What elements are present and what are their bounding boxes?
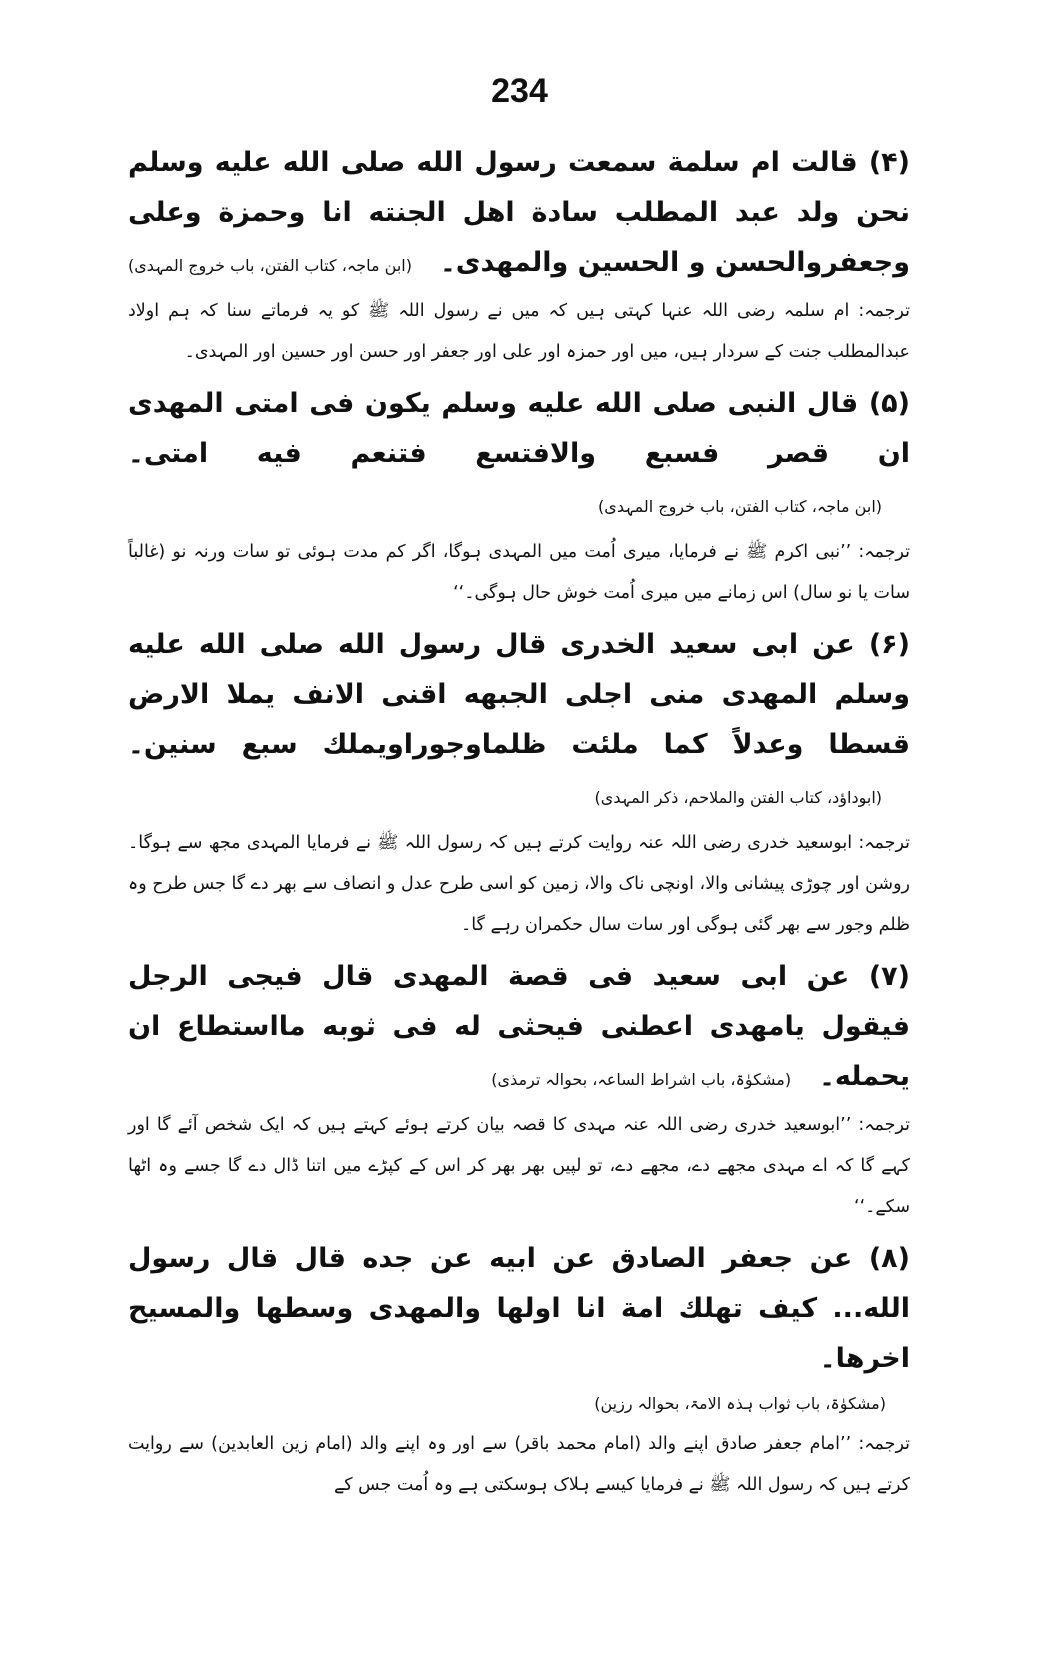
arabic-text-body: (۷) عن ابی سعید فی قصة المهدی قال فیجی الرجل فیقول یامهدی اعطنی فیحثی له فی ثوبه مااستطاع ان یحمله۔ [128,961,910,1092]
reference-citation: (مشکوٰۃ، باب اشراط الساعہ، بحوالہ ترمذی) [491,1070,792,1089]
arabic-text [128,379,910,532]
urdu-translation: ترجمہ: ام سلمہ رضی اللہ عنہا کہتی ہیں کہ میں نے رسول اللہ ﷺ کو یہ فرماتے سنا کہ ہم اولاد عبدالمطلب جنت کے سردار ہیں، میں اور حمزہ اور علی اور جعفر اور حسن اور حسین اور المہدی۔ [128,301,910,362]
hadith-entry-5 [128,379,910,614]
urdu-translation: ترجمہ: ’’نبی اکرم ﷺ نے فرمایا، میری اُمت میں المہدی ہوگا، اگر کم مدت ہوئی تو سات ورنہ نو (غالباً سات یا نو سال) اس زمانے میں میری اُمت خوش حال ہوگی۔‘‘ [128,542,910,603]
urdu-translation: ترجمہ: ابوسعید خدری رضی اللہ عنہ روایت کرتے ہیں کہ رسول اللہ ﷺ نے فرمایا المہدی مجھ سے ہوگا۔ روشن اور چوڑی پیشانی والا، اونچی ناک والا، زمین کو اسی طرح عدل و انصاف سے بھر دے گا جس طرح وہ ظلم وجور سے بھر گئی ہوگی اور سات سال حکمران رہے گا۔ [128,833,910,935]
page-content [128,138,910,1512]
reference-citation: (ابن ماجہ، کتاب الفتن، باب خروج المہدی) [128,256,412,275]
arabic-text [128,138,910,291]
arabic-text [128,620,910,823]
reference-citation: (مشکوٰۃ، باب ثواب ہذہ الامۃ، بحوالہ رزین) [594,1394,886,1413]
arabic-text-body: (۴) قالت ام سلمة سمعت رسول الله صلی الله علیه وسلم نحن ولد عبد المطلب سادة اهل الجنته انا وحمزة وعلی وجعفروالحسن و الحسین والمهدی۔ [128,147,910,278]
urdu-translation: ترجمہ: ’’ابوسعید خدری رضی اللہ عنہ مہدی کا قصہ بیان کرتے ہوئے کہتے ہیں کہ ایک شخص آئے گا اور کہے گا کہ اے مہدی مجھے دے، مجھے دے، تو لپیں بھر بھر کر اس کے کپڑے میں اتنا ڈال دے گا جسے وہ اٹھا سکے۔‘‘ [128,1115,910,1217]
hadith-entry-6 [128,620,910,946]
reference-citation: (ابوداؤد، کتاب الفتن والملاحم، ذکر المہدی) [594,788,882,807]
arabic-text [128,952,910,1105]
hadith-entry-7 [128,952,910,1228]
arabic-text-body: (۶) عن ابی سعید الخدری قال رسول الله صلی الله علیه وسلم المهدی منی اجلی الجبهه اقنی الانف یملا الارض قسطا وعدلاً کما ملئت ظلماوجوراویملك سبع سنین۔ [128,629,910,760]
urdu-translation: ترجمہ: ’’امام جعفر صادق اپنے والد (امام محمد باقر) سے اور وہ اپنے والد (امام زین العابدین) سے روایت کرتے ہیں کہ رسول اللہ ﷺ نے فرمایا کیسے ہلاک ہوسکتی ہے وہ اُمت جس کے [128,1434,910,1495]
arabic-text: (۸) عن جعفر الصادق عن ابیه عن جده قال قال رسول الله... کیف تهلك امة انا اولها والمهدی وسطها والمسیح اخرها۔ [128,1243,910,1374]
hadith-entry-4 [128,138,910,373]
arabic-text-body: (۵) قال النبی صلی الله علیه وسلم یکون فی امتی المهدی ان قصر فسبع والافتسع فتنعم فیه امتی۔ [128,388,910,469]
page-number: 234 [491,72,548,110]
hadith-entry-8 [128,1234,910,1506]
reference-citation: (ابن ماجہ، کتاب الفتن، باب خروج المہدی) [598,497,882,516]
